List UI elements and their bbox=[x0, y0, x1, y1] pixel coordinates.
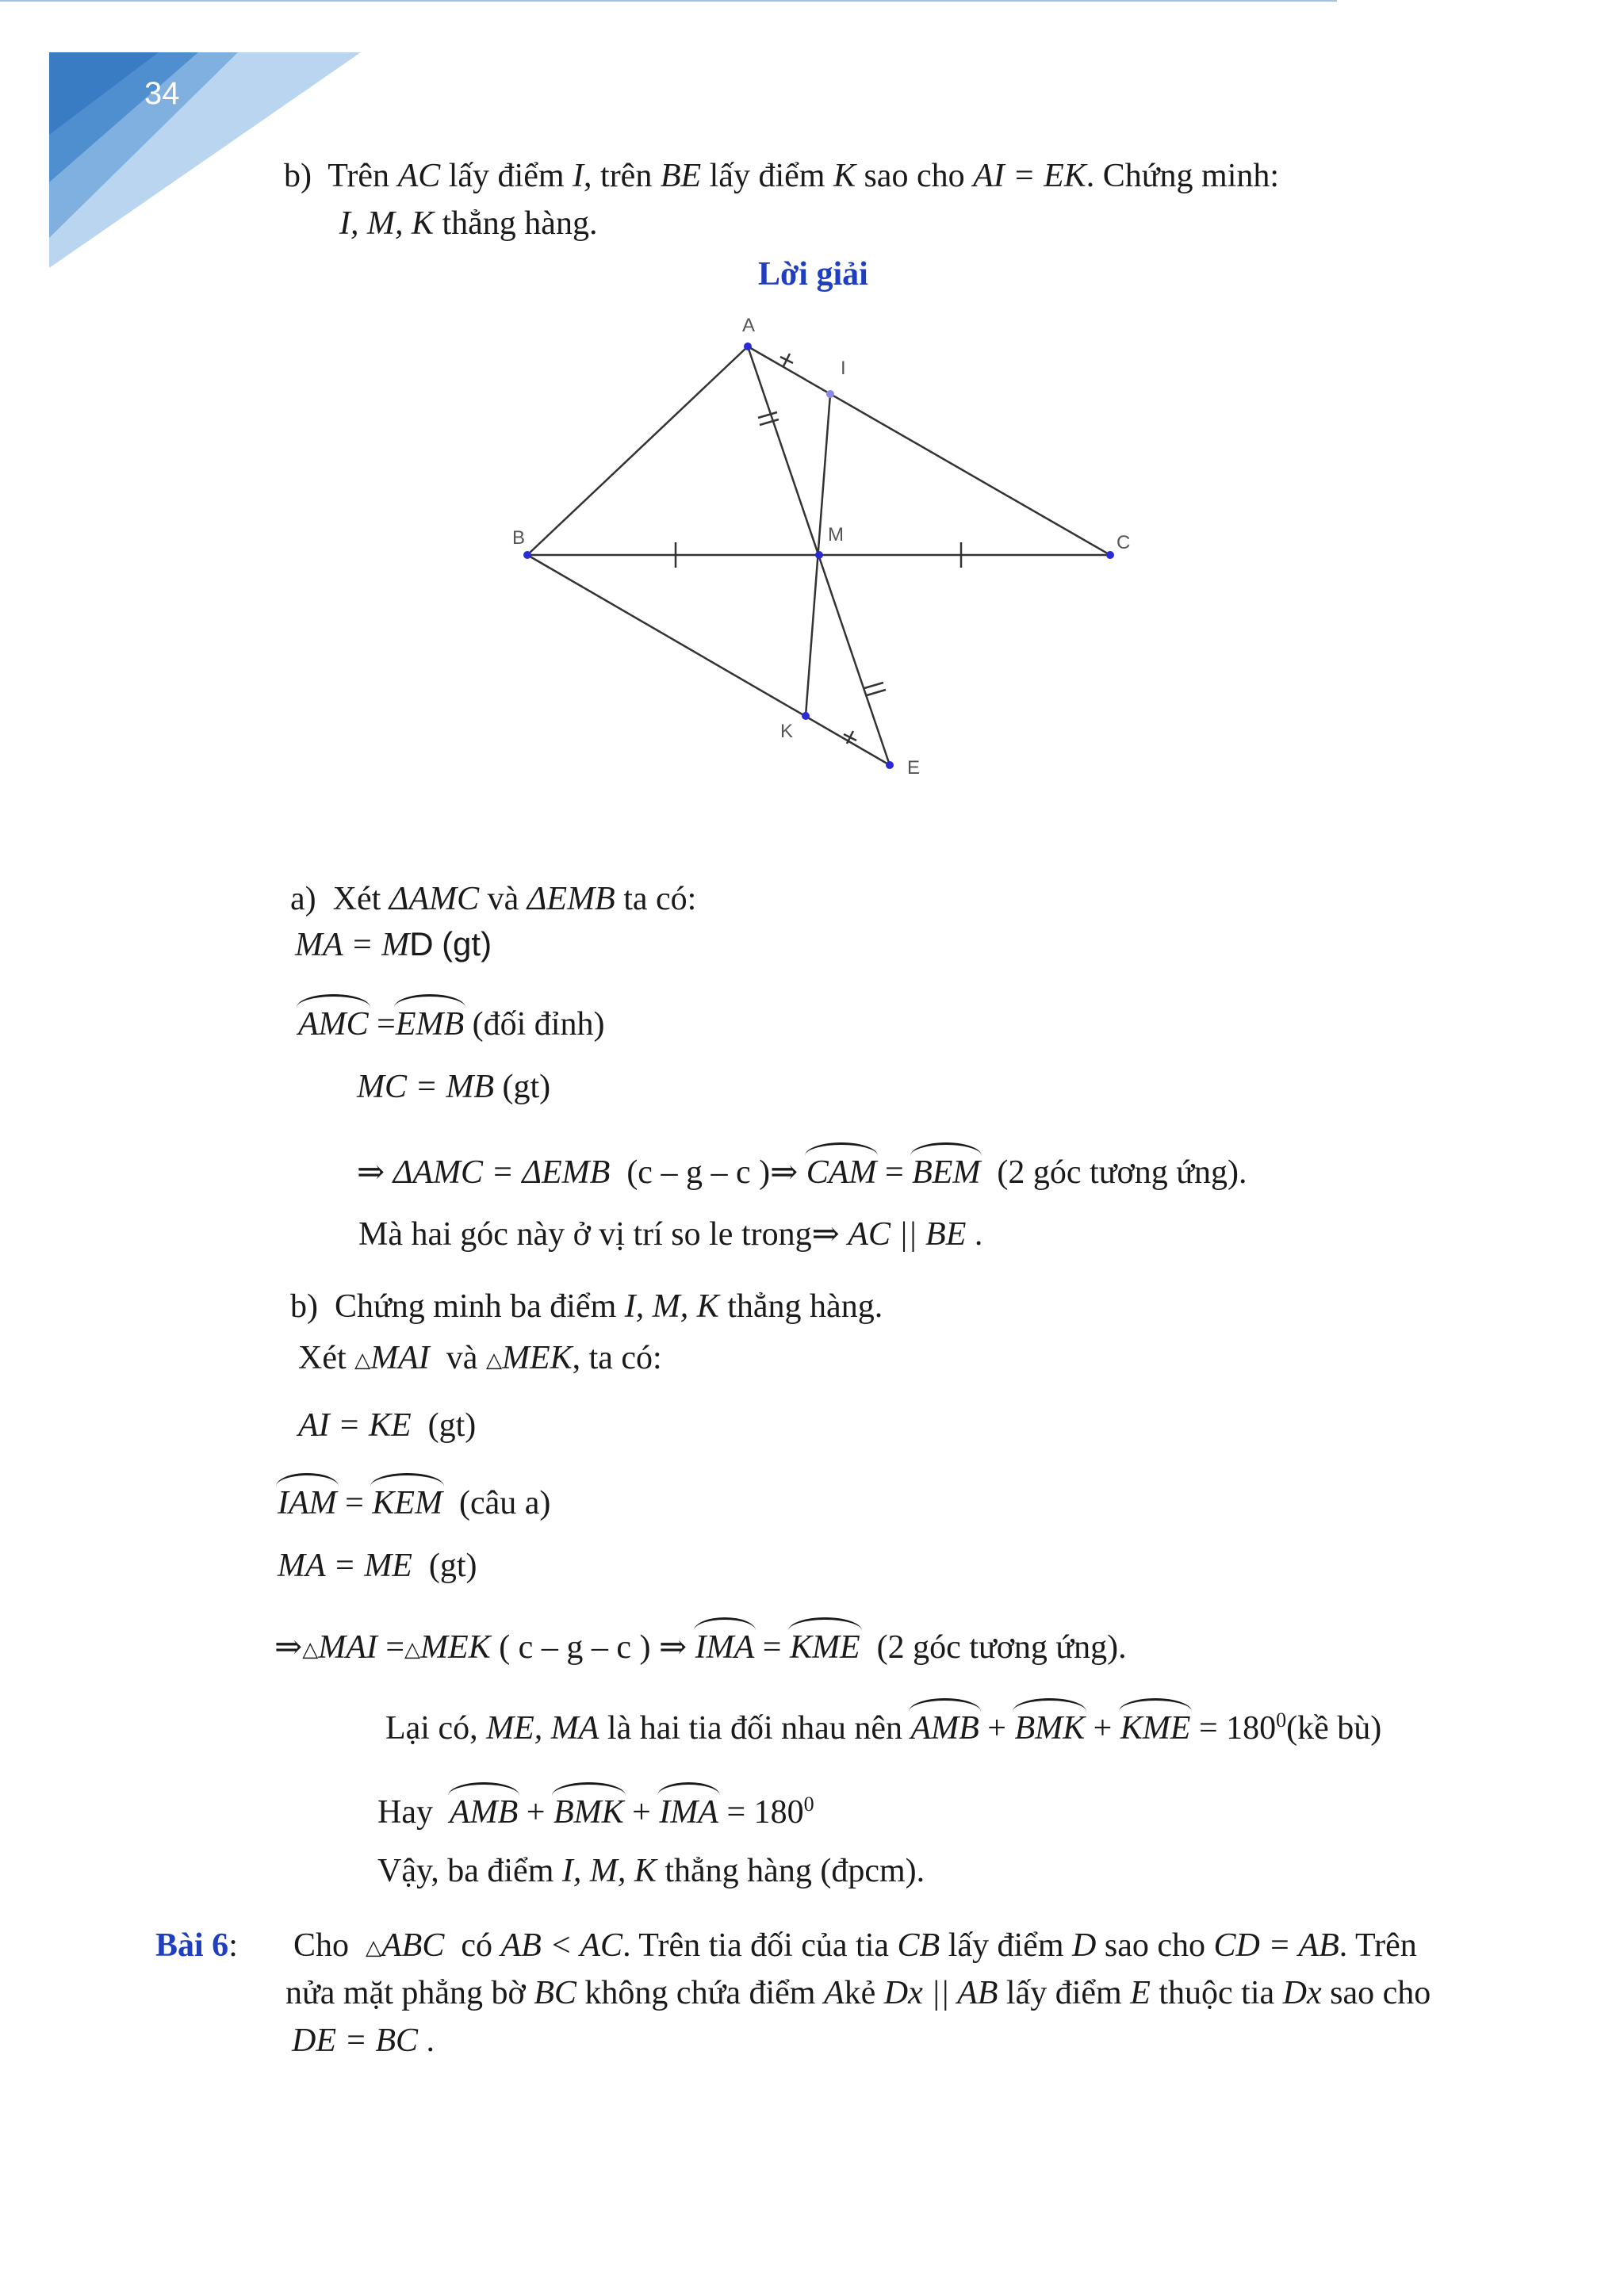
bai6-line-1: Bài 6: bbox=[155, 1927, 238, 1964]
segment-ab bbox=[527, 346, 748, 555]
point-k bbox=[802, 712, 810, 720]
label-a: A bbox=[742, 315, 756, 336]
solution-heading: Lời giải bbox=[758, 256, 868, 293]
point-a bbox=[744, 342, 752, 350]
part-a-line-2: MA = MD (gt) bbox=[295, 925, 492, 963]
geometry-figure bbox=[476, 309, 1158, 801]
point-i bbox=[826, 390, 834, 398]
label-k: K bbox=[780, 721, 794, 742]
part-b-line-7: Lại có, ME, MA là hai tia đối nhau nên AMB + BMK + KME = $180^0(kề$ bù) bbox=[385, 1700, 1381, 1749]
part-a-line-6: Mà hai góc này ở vị trí so le trong⇒ AC || BE . bbox=[358, 1216, 983, 1253]
point-m bbox=[815, 551, 823, 559]
bai6-line-2: nửa mặt phẳng bờ BC không chứa điểm Akẻ Dx || AB lấy điểm E thuộc tia Dx sao cho bbox=[285, 1975, 1431, 2011]
point-e bbox=[886, 761, 894, 769]
point-c bbox=[1106, 551, 1114, 559]
part-a-line-5: ⇒ ΔAMC = ΔEMB (c – g – c )⇒ CAM = BEM (2 góc tương ứng). bbox=[357, 1147, 1247, 1193]
part-b-line-6: ⇒△MAI =△MEK ( c – g – c ) ⇒ IMA = KME (2 góc tương ứng). bbox=[274, 1622, 1127, 1672]
segment-ac bbox=[748, 346, 1110, 555]
label-m: M bbox=[828, 524, 844, 545]
page-number: 34 bbox=[144, 76, 180, 111]
bai6-line-3: DE = BC . bbox=[292, 2022, 435, 2059]
part-b-line-4: IAM = KEM (câu a) bbox=[278, 1478, 550, 1524]
label-c: C bbox=[1116, 532, 1131, 553]
segment-be bbox=[527, 555, 890, 765]
part-b-line-2: Xét △MAI và △MEK, ta có: bbox=[298, 1340, 662, 1376]
part-b-line-5: MA = ME (gt) bbox=[278, 1548, 477, 1584]
part-a-line-3: AMC =EMB (đối đỉnh) bbox=[298, 999, 604, 1045]
part-b-line-3: AI = KE (gt) bbox=[298, 1407, 477, 1444]
part-b-line-9: Vậy, ba điểm I, M, K thẳng hàng (đpcm). bbox=[377, 1853, 925, 1889]
bai6-label: Bài 6 bbox=[155, 1927, 229, 1964]
label-e: E bbox=[907, 757, 921, 779]
label-b: B bbox=[512, 527, 526, 549]
problem-b-line-2: I, M, K thẳng hàng. bbox=[339, 205, 598, 242]
label-i: I bbox=[841, 358, 846, 379]
part-a-line-4: MC = MB (gt) bbox=[357, 1069, 551, 1105]
point-b bbox=[523, 551, 531, 559]
part-b-line-8: Hay AMB + BMK + IMA = $180^0$ bbox=[377, 1784, 814, 1833]
part-a-line-1: a) Xét ΔAMC và ΔEMB ta có: bbox=[290, 881, 697, 917]
problem-b-line-1: b) Trên AC lấy điểm I, trên BE lấy điểm K sao cho AI = EK. Chứng minh: bbox=[284, 158, 1280, 194]
part-b-line-1: b) Chứng minh ba điểm I, M, K thẳng hàng. bbox=[290, 1288, 883, 1325]
bai6-line-1-text: Cho △ABC có AB < AC. Trên tia đối của tia CB lấy điểm D sao cho CD = AB. Trên bbox=[293, 1927, 1417, 1964]
